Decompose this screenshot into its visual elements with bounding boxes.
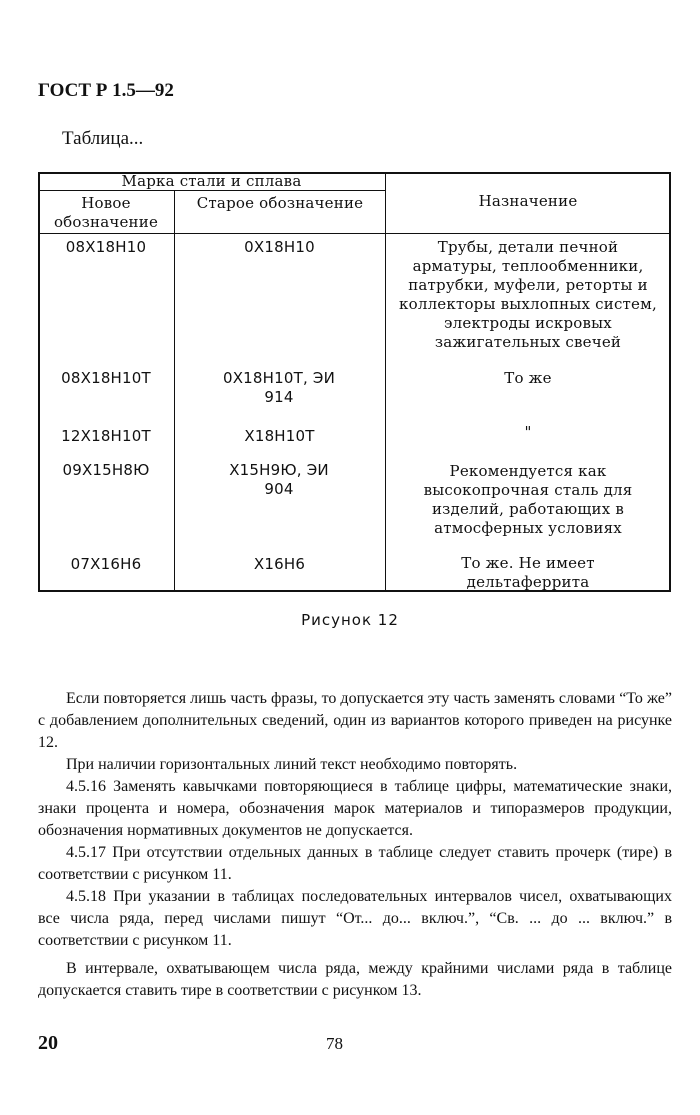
body-text <box>38 688 672 1002</box>
paragraph-4: 4.5.17 При отсутствии отдельных данных в таблице следует ставить прочерк (тире) в соответствии с рисунком 11. <box>38 844 672 883</box>
row3-purpose: " <box>524 423 532 441</box>
paragraph-3: 4.5.16 Заменять кавычками повторяющиеся в таблице цифры, математические знаки, знаки процента и номера, обозначения марок материалов и типоразмеров продукции, обозначения нормативных документов не допускается. <box>38 778 672 839</box>
paragraph-1: Если повторяется лишь часть фразы, то допускается эту часть заменять словами “То же” с добавлением дополнительных сведений, один из вариантов которого приведен на рисунке 12. <box>38 690 672 751</box>
row1-old: 0Х18Н10 <box>244 238 315 256</box>
figure-caption: Рисунок 12 <box>301 611 399 629</box>
header-new: Новое обозначение <box>53 194 159 231</box>
table-border-right <box>669 172 671 592</box>
row3-new: 12Х18Н10Т <box>61 427 151 445</box>
row1-new: 08Х18Н10 <box>65 238 147 256</box>
header-purpose: Назначение <box>478 192 578 210</box>
row4-purpose: Рекомендуется как высокопрочная сталь для изделий, работающих в атмосферных условиях <box>423 462 633 537</box>
document-header: ГОСТ Р 1.5—92 <box>38 80 174 101</box>
header-old: Старое обозначение <box>196 194 364 212</box>
table-caption: Таблица... <box>62 128 144 149</box>
steel-grade-table <box>38 172 671 592</box>
group-header: Марка стали и сплава <box>121 172 302 190</box>
page-number-center: 78 <box>326 1034 343 1053</box>
row5-new: 07Х16Н6 <box>70 555 142 573</box>
row3-old: Х18Н10Т <box>244 427 315 445</box>
row2-purpose: То же <box>504 369 552 387</box>
row2-new: 08Х18Н10Т <box>61 369 151 387</box>
row4-old: Х15Н9Ю, ЭИ 904 <box>229 461 329 498</box>
paragraph-6: В интервале, охватывающем числа ряда, между крайними числами ряда в таблице допускается ставить тире в соответствии с рисунком 13. <box>38 960 672 999</box>
row2-old: 0Х18Н10Т, ЭИ 914 <box>222 369 336 406</box>
page-number-left: 20 <box>38 1032 58 1054</box>
header-divider <box>38 233 671 234</box>
row5-old: Х16Н6 <box>253 555 306 573</box>
col-divider-2 <box>385 172 386 592</box>
paragraph-5: 4.5.18 При указании в таблицах последовательных интервалов чисел, охватывающих все числа ряда, перед числами пишут “От... до... включ.”, “Св. ... до ... включ.” в соответствии с рисунком 11. <box>38 888 672 949</box>
paragraph-2: При наличии горизонтальных линий текст необходимо повторять. <box>66 756 518 773</box>
row5-purpose: То же. Не имеет дельтаферрита <box>461 554 595 591</box>
row1-purpose: Трубы, детали печной арматуры, теплообменники, патрубки, муфели, реторты и коллекторы выхлопных систем, электроды искровых зажигательных свечей <box>399 238 657 351</box>
row4-new: 09Х15Н8Ю <box>62 461 150 479</box>
